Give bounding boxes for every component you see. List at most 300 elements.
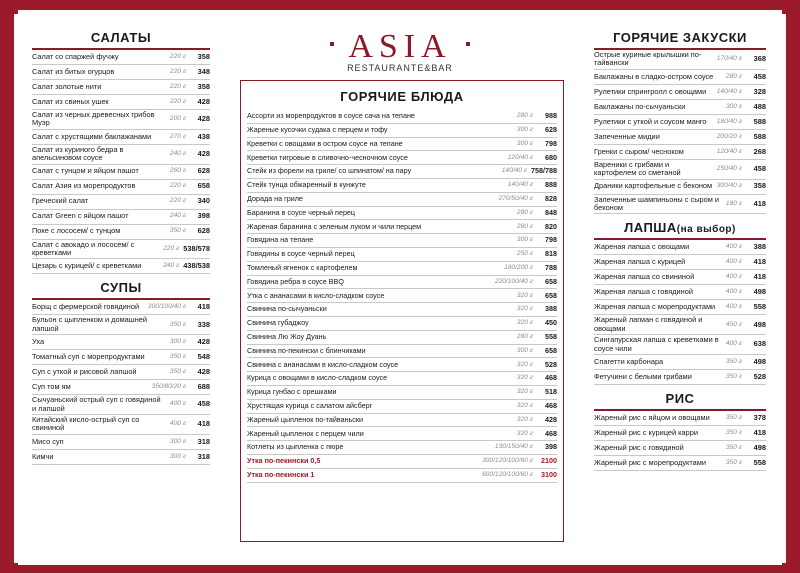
menu-item: [594, 195, 766, 215]
item-name: Говядина на тепане: [247, 235, 314, 245]
menu-item: [594, 426, 766, 441]
item-name: Греческий салат: [32, 196, 89, 206]
item-price: 398: [197, 211, 210, 221]
item-name: Сычуаньский острый суп с говядиной и лапшой: [32, 395, 161, 413]
menu-item: [247, 220, 557, 234]
right-column: [594, 28, 766, 475]
item-name: Жареный рис с курицей карри: [594, 427, 699, 437]
item-weight: 220/100/40 г: [494, 277, 533, 285]
item-name: Свинина по-сычуаньски: [247, 304, 327, 314]
hot-snacks-heading: ГОРЯЧИЕ ЗАКУСКИ: [594, 28, 766, 50]
menu-item: [32, 95, 210, 110]
item-name: Жареный рис с яйцом и овощами: [594, 412, 710, 422]
menu-item: [247, 386, 557, 400]
item-name: Суп том ям: [32, 382, 71, 392]
item-weight: 220 г: [169, 52, 186, 60]
item-price: 558: [753, 457, 766, 467]
item-name: Утка по-пекински 0,5: [247, 456, 321, 466]
item-name: Жареная лапша с курицей: [594, 257, 686, 267]
item-price: 428: [197, 337, 210, 347]
salads-list: [32, 50, 210, 274]
menu-item: [32, 65, 210, 80]
item-weight: 280 г: [516, 222, 533, 230]
menu-item: [594, 335, 766, 355]
menu-item: [247, 372, 557, 386]
item-name: Свинина Лю Жоу Дуань: [247, 331, 327, 341]
menu-item: [32, 50, 210, 65]
item-name: Курица гунбао с орешками: [247, 387, 337, 397]
item-name: Салат Green с яйцом пашот: [32, 211, 129, 221]
item-weight: 280 г: [516, 112, 533, 120]
item-weight: 200/20 г: [716, 132, 742, 140]
item-name: Свинина по-пекински с блинчиками: [247, 345, 366, 355]
menu-item: [247, 289, 557, 303]
item-name: Салат из свиных ушек: [32, 96, 109, 106]
item-name: Рулетики с уткой и соусом манго: [594, 116, 707, 126]
menu-item: [247, 110, 557, 124]
menu-item: [247, 427, 557, 441]
item-weight: 280 г: [516, 332, 533, 340]
item-price: 328: [753, 86, 766, 96]
item-name: Салат из черных древесных грибов Муэр: [32, 110, 155, 128]
item-price: 358: [197, 81, 210, 91]
noodles-title: ЛАПША: [624, 220, 677, 236]
item-weight: 400 г: [725, 288, 742, 296]
item-name: Спагетти карбонара: [594, 356, 664, 366]
item-name: Жареный цыпленок с перцем чили: [247, 428, 364, 438]
menu-item: [32, 165, 210, 180]
hot-dishes-heading: ГОРЯЧИЕ БЛЮДА: [340, 89, 464, 104]
item-price: 680: [545, 152, 557, 162]
item-name: Бульон с цыпленком и домашней лапшой: [32, 315, 148, 333]
item-weight: 300 г: [169, 452, 186, 460]
item-price: 468: [545, 428, 557, 438]
item-price: 2100: [541, 456, 557, 466]
item-name: Свинина с ананасами в кисло-сладком соусе: [247, 359, 399, 369]
menu-item: [594, 70, 766, 85]
item-price: 468: [545, 400, 557, 410]
item-name: Борщ с фермерской говядиной: [32, 302, 140, 312]
item-price: 458: [197, 399, 210, 409]
item-name: Острые куриные крылышки по-тайвански: [594, 50, 702, 68]
item-name: Салат со спаржей фучжу: [32, 51, 119, 61]
menu-item: [247, 248, 557, 262]
item-price: 268: [753, 146, 766, 156]
item-price: 368: [753, 54, 766, 64]
item-name: Жареная баранина с зеленым луком и чили перцем: [247, 221, 422, 231]
item-price: 378: [753, 412, 766, 422]
item-name: Жареная лапша с овощами: [594, 242, 690, 252]
noodles-section: [594, 218, 766, 385]
item-name: Цезарь с курицей/ с креветками: [32, 261, 142, 271]
item-price: 498: [753, 356, 766, 366]
item-name: Сингапурская лапша с креветками в соусе чили: [594, 335, 719, 353]
item-price: 388: [545, 304, 557, 314]
menu-item: [594, 456, 766, 471]
item-weight: 350 г: [169, 320, 186, 328]
item-weight: 220 г: [169, 97, 186, 105]
left-column: [32, 28, 210, 469]
item-price: 538/578: [183, 243, 210, 253]
item-price: 788: [545, 262, 557, 272]
menu-item: [594, 370, 766, 385]
item-weight: 270/50/40 г: [498, 194, 533, 202]
item-price: 798: [545, 235, 557, 245]
menu-item: [247, 400, 557, 414]
item-price: 588: [753, 116, 766, 126]
item-weight: 220 г: [163, 244, 180, 252]
item-name: Китайский кисло-острый суп со свининой: [32, 415, 140, 433]
item-weight: 320 г: [516, 415, 533, 423]
item-weight: 350 г: [169, 368, 186, 376]
item-name: Жареный лагман с говядиной и овощами: [594, 315, 703, 333]
item-weight: 350 г: [725, 458, 742, 466]
noodles-list: [594, 240, 766, 385]
item-name: Стейк из форели на гриле/ со шпинатом/ на пару: [247, 166, 412, 176]
item-price: 358: [197, 51, 210, 61]
item-weight: 400 г: [725, 243, 742, 251]
menu-item: [32, 450, 210, 465]
item-weight: 120/40 г: [716, 147, 742, 155]
item-name: Поке с лососем/ с тунцом: [32, 226, 121, 236]
item-weight: 320 г: [516, 401, 533, 409]
item-weight: 280 г: [516, 208, 533, 216]
item-price: 468: [545, 373, 557, 383]
item-name: Жареный рис с говядиной: [594, 442, 684, 452]
item-price: 458: [753, 71, 766, 81]
item-name: Салат с хрустящими баклажанами: [32, 131, 152, 141]
menu-item: [594, 240, 766, 255]
hot-dishes-box: [240, 80, 564, 542]
item-weight: 250 г: [516, 250, 533, 258]
item-name: Уха: [32, 337, 45, 347]
item-price: 638: [753, 339, 766, 349]
item-name: Томленый ягненок с картофелем: [247, 262, 358, 272]
menu-item: [247, 358, 557, 372]
menu-item: [594, 180, 766, 195]
item-weight: 350 г: [725, 357, 742, 365]
item-name: Говядины в соусе черный перец: [247, 249, 355, 259]
menu-item: [594, 115, 766, 130]
item-weight: 400 г: [169, 420, 186, 428]
item-weight: 220 г: [169, 197, 186, 205]
hot-snacks-list: [594, 50, 766, 214]
item-weight: 170/40 г: [716, 55, 742, 63]
menu-item: [247, 331, 557, 345]
logo-dot-right: [466, 42, 470, 46]
item-weight: 140/40 г: [501, 167, 528, 175]
menu-item: [247, 165, 557, 179]
left-border: [0, 0, 14, 573]
item-price: 418: [753, 427, 766, 437]
menu-item: [247, 179, 557, 193]
item-name: Говядина ребра в соусе BBQ: [247, 276, 344, 286]
menu-item: [247, 455, 557, 469]
item-price: 338: [197, 319, 210, 329]
item-name: Баранина в соусе черный перец: [247, 207, 356, 217]
item-price: 558: [545, 331, 557, 341]
item-weight: 180 г: [725, 199, 742, 207]
menu-item: [594, 300, 766, 315]
item-price: 988: [545, 111, 557, 121]
menu-item: [594, 255, 766, 270]
menu-item: [247, 151, 557, 165]
menu-item: [594, 160, 766, 180]
menu-item: [32, 110, 210, 130]
item-weight: 400 г: [725, 340, 742, 348]
item-name: Свинина губаджоу: [247, 318, 309, 328]
item-weight: 130/150/40 г: [494, 443, 533, 451]
menu-item: [32, 380, 210, 395]
rice-section: [594, 389, 766, 471]
item-weight: 120/40 г: [507, 153, 533, 161]
item-weight: 300/120/100/60 г: [482, 457, 533, 465]
menu-item: [32, 350, 210, 365]
item-weight: 320 г: [516, 305, 533, 313]
menu-item: [32, 195, 210, 210]
item-price: 688: [197, 382, 210, 392]
item-weight: 270 г: [169, 132, 186, 140]
item-price: 818: [545, 249, 557, 259]
menu-item: [247, 234, 557, 248]
item-price: 428: [197, 114, 210, 124]
item-weight: 300 г: [516, 125, 533, 133]
menu-item: [594, 411, 766, 426]
item-name: Мисо суп: [32, 436, 64, 446]
menu-item: [247, 262, 557, 276]
item-price: 418: [197, 302, 210, 312]
item-weight: 350 г: [725, 413, 742, 421]
item-price: 438: [197, 131, 210, 141]
item-price: 398: [545, 442, 557, 452]
item-weight: 300 г: [169, 338, 186, 346]
item-weight: 220 г: [169, 182, 186, 190]
item-weight: 350 г: [169, 227, 186, 235]
item-weight: 450 г: [725, 320, 742, 328]
menu-item: [594, 285, 766, 300]
item-weight: 180/40 г: [716, 117, 742, 125]
item-name: Хрустящая курица с салатом айсберг: [247, 400, 373, 410]
salads-heading: САЛАТЫ: [32, 28, 210, 50]
item-price: 488: [753, 101, 766, 111]
menu-item: [32, 315, 210, 335]
item-price: 418: [753, 198, 766, 208]
item-price: 428: [197, 149, 210, 159]
item-weight: 220 г: [169, 67, 186, 75]
item-name: Креветки тигровые в сливочно-чесночном соусе: [247, 152, 408, 162]
item-price: 498: [753, 319, 766, 329]
menu-item: [247, 124, 557, 138]
item-name: Котлеты из цыпленка с пюре: [247, 442, 344, 452]
item-name: Утка по-пекински 1: [247, 469, 315, 479]
item-name: Салат с авокадо и лососем/ с креветками: [32, 239, 135, 258]
item-weight: 250/40 г: [716, 165, 742, 173]
menu-item: [594, 145, 766, 160]
item-price: 628: [197, 166, 210, 176]
hot-dishes-list: [241, 110, 563, 483]
item-name: Салат из куриного бедра в апельсиновом соусе: [32, 144, 124, 163]
item-name: Салат Азия из морепродуктов: [32, 181, 136, 191]
item-weight: 350 г: [169, 353, 186, 361]
item-name: Жареные кусочки судака с перцем и тофу: [247, 124, 388, 134]
item-price: 758/788: [531, 166, 557, 176]
menu-item: [32, 415, 210, 435]
item-price: 318: [197, 436, 210, 446]
menu-item: [32, 300, 210, 315]
soups-heading: СУПЫ: [32, 278, 210, 300]
item-name: Дорада на гриле: [247, 193, 303, 203]
item-price: 848: [545, 207, 557, 217]
item-price: 658: [545, 276, 557, 286]
menu-item: [32, 225, 210, 240]
item-name: Вареники с грибами и картофелем со сметаной: [594, 159, 681, 178]
menu-item: [32, 259, 210, 274]
menu-item: [32, 210, 210, 225]
menu-item: [32, 130, 210, 145]
menu-item: [247, 303, 557, 317]
item-name: Жареная лапша со свининой: [594, 272, 695, 282]
menu-item: [594, 441, 766, 456]
item-price: 658: [197, 181, 210, 191]
item-price: 798: [545, 138, 557, 148]
hot-snacks-section: [594, 28, 766, 214]
menu-item: [594, 130, 766, 145]
menu-item: [247, 276, 557, 290]
menu-item: [32, 365, 210, 380]
item-price: 458: [753, 164, 766, 174]
item-price: 3100: [541, 469, 557, 479]
noodles-heading: [594, 218, 766, 240]
menu-item: [247, 414, 557, 428]
menu-item: [247, 138, 557, 152]
item-price: 628: [197, 226, 210, 236]
menu-item: [32, 435, 210, 450]
salads-section: [32, 28, 210, 274]
item-price: 828: [545, 193, 557, 203]
item-price: 418: [197, 419, 210, 429]
item-price: 428: [197, 367, 210, 377]
item-weight: 300 г: [169, 437, 186, 445]
item-name: Жареный рис с морепродуктами: [594, 457, 706, 467]
item-weight: 140/40 г: [716, 87, 742, 95]
item-price: 528: [753, 371, 766, 381]
item-price: 388: [753, 242, 766, 252]
item-weight: 400 г: [725, 258, 742, 266]
item-price: 450: [545, 318, 557, 328]
item-name: Креветки с овощами в остром соусе на тепане: [247, 138, 403, 148]
item-weight: 280 г: [725, 72, 742, 80]
item-price: 418: [753, 257, 766, 267]
item-name: Курица с овощами в кисло-сладком соусе: [247, 373, 388, 383]
item-price: 888: [545, 180, 557, 190]
soups-list: [32, 300, 210, 464]
item-name: Фетучини с белыми грибами: [594, 371, 692, 381]
item-weight: 140/40 г: [507, 181, 533, 189]
item-name: Стейк тунца обжаренный в кунжуте: [247, 180, 366, 190]
item-weight: 320 г: [516, 429, 533, 437]
item-price: 318: [197, 451, 210, 461]
item-weight: 400 г: [169, 400, 186, 408]
item-weight: 240 г: [169, 150, 186, 158]
item-price: 820: [545, 221, 557, 231]
logo-title: ASIA: [348, 28, 452, 65]
menu-item: [32, 180, 210, 195]
item-price: 558: [753, 302, 766, 312]
item-price: 548: [197, 352, 210, 362]
menu-item: [594, 100, 766, 115]
item-name: Запеченные мидии: [594, 131, 660, 141]
item-name: Гренки с сыром/ чесноком: [594, 146, 684, 156]
item-price: 518: [545, 387, 557, 397]
item-price: 498: [753, 287, 766, 297]
noodles-title-suffix: (на выбор): [676, 224, 736, 236]
item-price: 528: [545, 359, 557, 369]
logo-subtitle: RESTAURANTE&BAR: [347, 63, 453, 73]
item-price: 628: [545, 124, 557, 134]
right-border: [786, 0, 800, 573]
item-name: Жареный цыпленок по-тайваньски: [247, 414, 364, 424]
item-weight: 180/200 г: [504, 263, 533, 271]
item-weight: 320 г: [516, 360, 533, 368]
item-name: Томатный суп с морепродуктами: [32, 352, 145, 362]
item-weight: 320 г: [516, 374, 533, 382]
item-weight: 260 г: [169, 167, 186, 175]
menu-item: [32, 80, 210, 95]
item-weight: 320 г: [516, 319, 533, 327]
item-name: Баклажаны по-сычуаньски: [594, 101, 686, 111]
item-price: 428: [197, 96, 210, 106]
menu-item: [32, 240, 210, 260]
logo-dot-left: [330, 42, 334, 46]
item-weight: 350 г: [725, 428, 742, 436]
rice-list: [594, 411, 766, 471]
item-weight: 320 г: [516, 291, 533, 299]
item-weight: 400 г: [725, 273, 742, 281]
item-name: Утка с ананасами в кисло-сладком соусе: [247, 290, 385, 300]
item-weight: 350 г: [725, 443, 742, 451]
item-weight: 300/40 г: [716, 182, 742, 190]
item-price: 588: [753, 131, 766, 141]
menu-item: [594, 85, 766, 100]
item-price: 658: [545, 345, 557, 355]
menu-item: [594, 50, 766, 70]
item-weight: 240 г: [169, 212, 186, 220]
item-weight: 300 г: [516, 139, 533, 147]
item-name: Баклажаны в сладко-остром соусе: [594, 71, 714, 81]
menu-item: [247, 441, 557, 455]
item-price: 498: [753, 442, 766, 452]
item-price: 428: [545, 414, 557, 424]
rice-heading: РИС: [594, 389, 766, 411]
item-weight: 300 г: [516, 236, 533, 244]
menu-item: [247, 317, 557, 331]
item-name: Салат золотые нити: [32, 81, 102, 91]
item-weight: 350 г: [725, 372, 742, 380]
item-weight: 600/120/100/60 г: [482, 470, 533, 478]
item-price: 358: [753, 181, 766, 191]
item-price: 340: [197, 196, 210, 206]
item-price: 348: [197, 66, 210, 76]
menu-item: [247, 193, 557, 207]
item-name: Салат с тунцом и яйцом пашот: [32, 166, 139, 176]
item-name: Ассорти из морепродуктов в соусе сача на тепане: [247, 111, 415, 121]
menu-item: [32, 145, 210, 165]
item-price: 658: [545, 290, 557, 300]
item-weight: 300/100/40 г: [147, 303, 186, 311]
logo: [300, 30, 500, 73]
item-weight: 320 г: [516, 388, 533, 396]
item-weight: 300 г: [725, 102, 742, 110]
